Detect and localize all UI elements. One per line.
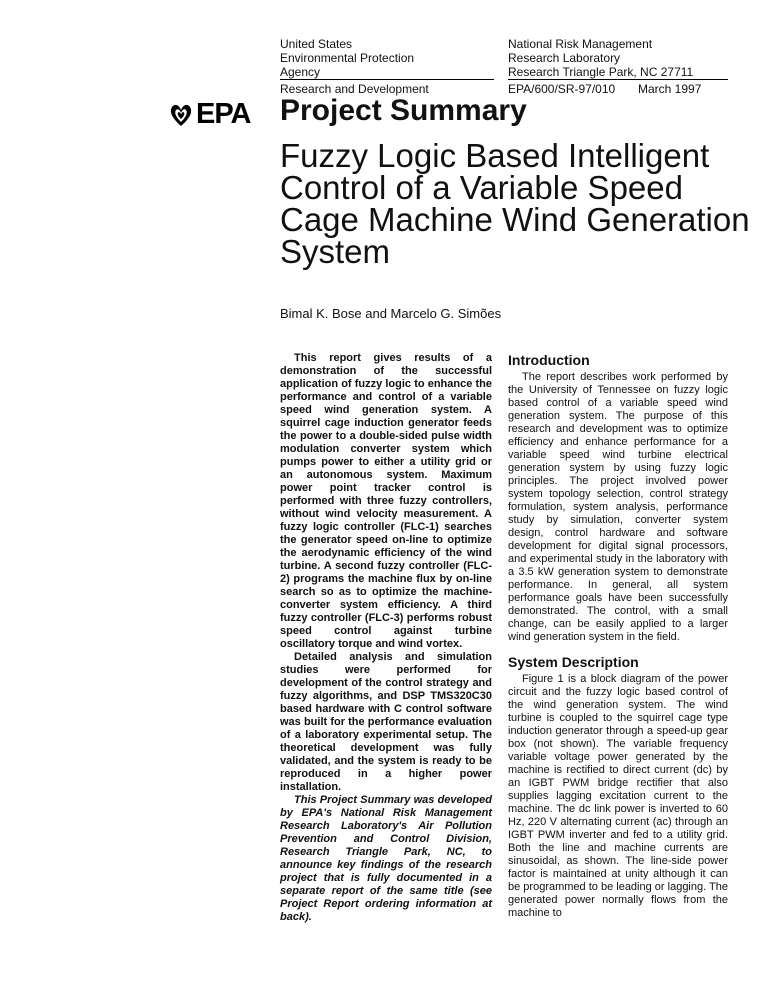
epa-logo-text: EPA bbox=[196, 97, 251, 130]
abstract-column bbox=[280, 352, 492, 924]
agency-line-3: Agency bbox=[280, 65, 321, 79]
epa-flower-icon bbox=[168, 100, 194, 128]
header-left bbox=[280, 37, 480, 79]
header-rule-right bbox=[508, 79, 728, 80]
report-info bbox=[508, 82, 728, 96]
report-date: March 1997 bbox=[638, 82, 702, 96]
title-line-4: System bbox=[280, 233, 391, 270]
report-number: EPA/600/SR-97/010 bbox=[508, 82, 616, 96]
body-column bbox=[508, 352, 728, 920]
introduction-heading: Introduction bbox=[508, 352, 590, 368]
abstract-paragraph-2: Detailed analysis and simulation studies were performed for development of the control strategy and fuzzy algorithms, and DSP TMS320C30 based hardware with C control software was built for the performance evaluation of a laboratory experimental setup. The theoretical development was fully validated, and the system is ready to be reproduced in a higher power installation. bbox=[280, 651, 492, 793]
epa-logo bbox=[168, 97, 264, 131]
introduction-text: The report describes work performed by the University of Tennessee on fuzzy logic based control of a variable speed wind generation system. The purpose of this research and development was to optimize efficiency and enhance performance for a variable speed wind turbine electrical generation system by using fuzzy logic principles. The project involved power system topology selection, control strategy formulation, system analysis, performance study by simulation, converter system design, control hardware and software development for digital signal processors, and experimental study in the laboratory with a 3.5 kW generation system to demonstrate performance. In general, all system performance goals have been successfully demonstrated. The control, with a small change, can be easily applied to a larger wind generation system in the field. bbox=[508, 371, 728, 643]
lab-line-2: Research Laboratory bbox=[508, 51, 621, 65]
header-right bbox=[508, 37, 728, 79]
lab-line-1: National Risk Management bbox=[508, 37, 653, 51]
document-title bbox=[280, 137, 750, 270]
lab-line-3: Research Triangle Park, NC 27711 bbox=[508, 65, 694, 79]
title-line-1: Fuzzy Logic Based Intelligent bbox=[280, 137, 710, 174]
header-rule-left bbox=[280, 79, 494, 80]
system-description-text: Figure 1 is a block diagram of the power circuit and the fuzzy logic based control of the wind generation system. The wind turbine is coupled to the squirrel cage type induction generator through a speed-up gear box (not shown). The variable frequency variable voltage power generated by the machine is rectified to direct current (dc) by an IGBT PWM bridge rectifier that also supplies lagging excitation current to the machine. The dc link power is inverted to 60 Hz, 220 V alternating current (ac) through an IGBT PWM inverter and fed to a utility grid. Both the line and machine currents are sinusoidal, as shown. The line-side power factor is maintained at unity although it can be programmed to be leading or lagging. The generated power normally flows from the machine to bbox=[508, 673, 728, 919]
title-line-2: Control of a Variable Speed bbox=[280, 169, 683, 206]
project-summary-heading: Project Summary bbox=[280, 94, 527, 127]
agency-line-2: Environmental Protection bbox=[280, 51, 415, 65]
title-line-3: Cage Machine Wind Generation bbox=[280, 201, 750, 238]
office-label: Research and Development bbox=[280, 82, 429, 96]
abstract-note: This Project Summary was developed by EPA's National Risk Management Research Laboratory's Air Pollution Prevention and Control Division, Research Triangle Park, NC, to announce key findings of the research project that is fully documented in a separate report of the same title (see Project Report ordering information at back). bbox=[280, 794, 492, 923]
agency-line-1: United States bbox=[280, 37, 353, 51]
authors: Bimal K. Bose and Marcelo G. Simões bbox=[280, 306, 502, 321]
abstract-paragraph-1: This report gives results of a demonstration of the successful application of fuzzy logic to enhance the performance and control of a variable speed wind generation system. A squirrel cage induction generator feeds the power to a double-sided pulse width modulation converter system which pumps power to either a utility grid or an autonomous system. Maximum power point tracker control is performed with three fuzzy controllers, without wind velocity measurement. A fuzzy logic controller (FLC-1) searches the generator speed on-line to optimize the aerodynamic efficiency of the wind turbine. A second fuzzy controller (FLC-2) programs the machine flux by on-line search so as to optimize the machine-converter system efficiency. A third fuzzy controller (FLC-3) performs robust speed control against turbine oscillatory torque and wind vortex. bbox=[280, 352, 492, 650]
system-description-heading: System Description bbox=[508, 654, 639, 670]
